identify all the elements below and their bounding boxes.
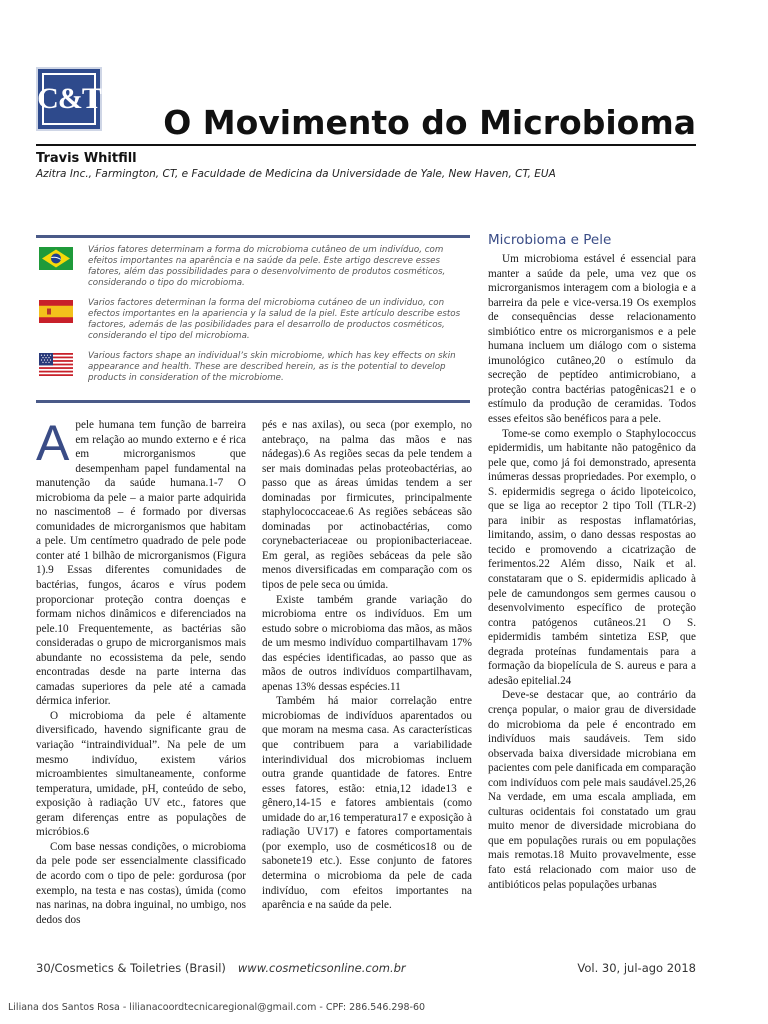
abstract-en-text: Various factors shape an individual’s skin microbiome, which has key effects on skin appearance and health. These are described herein, as is the potential to develop products in consideration of the microbiome. bbox=[88, 351, 456, 383]
footer-journal-text: 30/Cosmetics & Toiletries (Brasil) bbox=[36, 961, 226, 975]
paragraph: Deve-se destacar que, ao contrário da crença popular, o maior grau de diversidade do microbioma da pele é encontrado em indivíduos mais saudáveis. Tem sido observada baixa diversidade microbiana em pacientes com pele danificada em comparação com indivíduos com pele mais saudável.25,26 Na verdade, em uma escala ampliada, em culturas ocidentais foi constatado um grau muito menor de diversidade microbiana do que em populações rurais ou em populações mais remotas.18 Muito provavelmente, esse fato está relacionado com maior uso de antibióticos pelas populações urbanas bbox=[488, 689, 696, 891]
paragraph: pés e nas axilas), ou seca (por exemplo, no antebraço, na palma das mãos e nas nádegas).6 As regiões secas da pele tendem a ser mais dominadas pelas proteobactérias, ao passo que as áreas úmidas tendem a ser dominadas por firmicutes, principalmente staphylococcaceae.6 As regiões sebáceas são dominadas por actinobactérias, como corynebacteriaceae ou propionibacteriaceae. Em geral, as regiões sebáceas da pele são menos diversificadas em comparação com os tipos de pele seca ou úmida. bbox=[262, 419, 472, 592]
column-2 bbox=[262, 418, 472, 913]
abstract-box bbox=[36, 235, 470, 403]
column-1 bbox=[36, 415, 246, 927]
spain-flag-icon bbox=[39, 300, 73, 323]
abstract-pt-text: Vários fatores determinam a forma do microbioma cutâneo de um indivíduo, com efeitos importantes na aparência e na saúde da pele. Este artigo descreve esses fatores, além das possibilidades para o desenvolvimento de produtos cosméticos, considerando o tipo do microbioma. bbox=[88, 245, 446, 288]
brazil-flag-icon bbox=[39, 247, 73, 270]
paragraph: Existe também grande variação do microbioma entre os indivíduos. Em um estudo sobre o microbioma das mãos, as mãos de um mesmo indivíduo compartilhavam 17% das espécies identificadas, ao passo que as mãos de outros indivíduos compartilhavam, apenas 13% dessas espécies.11 bbox=[262, 593, 472, 693]
abstract-es-text: Varios factores determinan la forma del microbioma cutáneo de un individuo, con efectos importantes en la apariencia y la salud de la piel. Este artículo describe estos factores, además de las posibilidades para el desarrollo de productos cosméticos, considerando el tipo del microbioma. bbox=[88, 298, 461, 341]
drop-cap: A bbox=[36, 415, 70, 471]
paragraph-text: pele humana tem função de barreira em relação ao mundo externo e é rica em microrganismos que desempenham papel fundamental na manutenção da saúde humana.1-7 O microbioma da pele – a maior parte adquirida no nascimento8 – é formado por diversas comunidades de microrganismos que habitam a pele. Um centímetro quadrado de pele pode conter até 1 bilhão de microrganismos (Figura 1).9 Essas diferentes comunidades de bactérias, fungos, ácaros e vírus podem proporcionar proteção contra doenças e formam nichos dinâmicos e diferenciados na pele.10 Frequentemente, as bactérias são consideradas o grupo de microrganismos mais abundante no ecossistema da pele, sendo encontradas desde na parte interna das camadas superiores da pele até a camada dérmica inferior. bbox=[36, 419, 246, 708]
title-rule bbox=[36, 144, 696, 146]
footer-volume: Vol. 30, jul-ago 2018 bbox=[577, 961, 696, 975]
paragraph: Com base nessas condições, o microbioma da pele pode ser essencialmente classificado de acordo com o tipo de pele: gordurosa (por exemplo, na testa e nas costas), úmida (como nas narinas, na dobra inguinal, no umbigo, nos dedos dos bbox=[36, 840, 246, 926]
paragraph: Um microbioma estável é essencial para manter a saúde da pele, uma vez que os microrganismos interagem com a biologia e a barreira da pele e vice-versa.19 Os exemplos de consequências desse relacionamento simbiótico entre os microrganismos e a pele humana incluem um diálogo com o sistema imunológico cutâneo,20 o estímulo da secreção de peptídeo antimicrobiano, a proteção contra bactérias patogênicas21 e o estímulo da produção de ceramidas. Todos esses efeitos são benéficos para a pele. bbox=[488, 253, 696, 426]
paragraph bbox=[36, 415, 246, 709]
paragraph: O microbioma da pele é altamente diversificado, havendo significante grau de variação “intraindividual”. Na pele de um mesmo indivíduo, existem vários microambientes simultaneamente, conforme temperatura, umidade, pH, conteúdo de sebo, exposição à radiação UV etc., fatores que geram diferenças entre as populações de micróbios.6 bbox=[36, 709, 246, 839]
paragraph: Também há maior correlação entre microbiomas de indivíduos aparentados ou que moram na mesma casa. As características que contribuem para a variabilidade interindividual dos microbiomas incluem outra grande quantidade de fatores. Entre esses fatores, estão: etnia,12 idade13 e gênero,14-15 e fatores ambientais (como umidade do ar,16 temperatura17 e exposição à radiação UV17) e fatores comportamentais (por exemplo, uso de cosméticos18 ou de sabonete19 etc.). Esse conjunto de fatores determina o microbioma da pele de cada indivíduo, com efeitos importantes na aparência e na saúde da pele. bbox=[262, 695, 472, 912]
journal-logo bbox=[36, 67, 102, 131]
section-heading: Microbioma e Pele bbox=[488, 232, 612, 248]
article-title: O Movimento do Microbioma bbox=[163, 103, 696, 142]
footer-journal bbox=[36, 961, 406, 975]
usa-flag-icon bbox=[39, 353, 73, 376]
column-3 bbox=[488, 252, 696, 892]
logo-text: C&T bbox=[42, 73, 96, 125]
footer-url[interactable]: www.cosmeticsonline.com.br bbox=[237, 961, 406, 975]
author-name: Travis Whitfill bbox=[36, 151, 137, 166]
paragraph: Tome-se como exemplo o Staphylococcus epidermidis, um habitante não patogênico da pele que, como já foi demonstrado, apresenta inúmeras dessas propriedades. Por exemplo, o S. epidermidis segrega o ácido lipoteicoico, que se liga ao receptor 2 tipo Toll (TLR-2) para inibir as respostas inflamatórias, limitando, assim, o dano dessas respostas ao tecido e promovendo a cicatrização de ferimentos.22 Além disso, Naik et al. constataram que o S. epidermidis aplicado à pele de camundongos sem germes causou o desenvolvimento específico de proteção contra patógenos cutâneos.21 O S. epidermidis também sintetiza ESP, que degrada proteínas fundamentais para a formação da biopelícula de S. aureus e para a adesão epitelial.24 bbox=[488, 427, 696, 687]
license-watermark: Liliana dos Santos Rosa - lilianacoordtecnicaregional@gmail.com - CPF: 286.546.298-60 bbox=[8, 1002, 426, 1013]
author-affiliation: Azitra Inc., Farmington, CT, e Faculdade de Medicina da Universidade de Yale, New Haven, CT, EUA bbox=[36, 168, 556, 180]
